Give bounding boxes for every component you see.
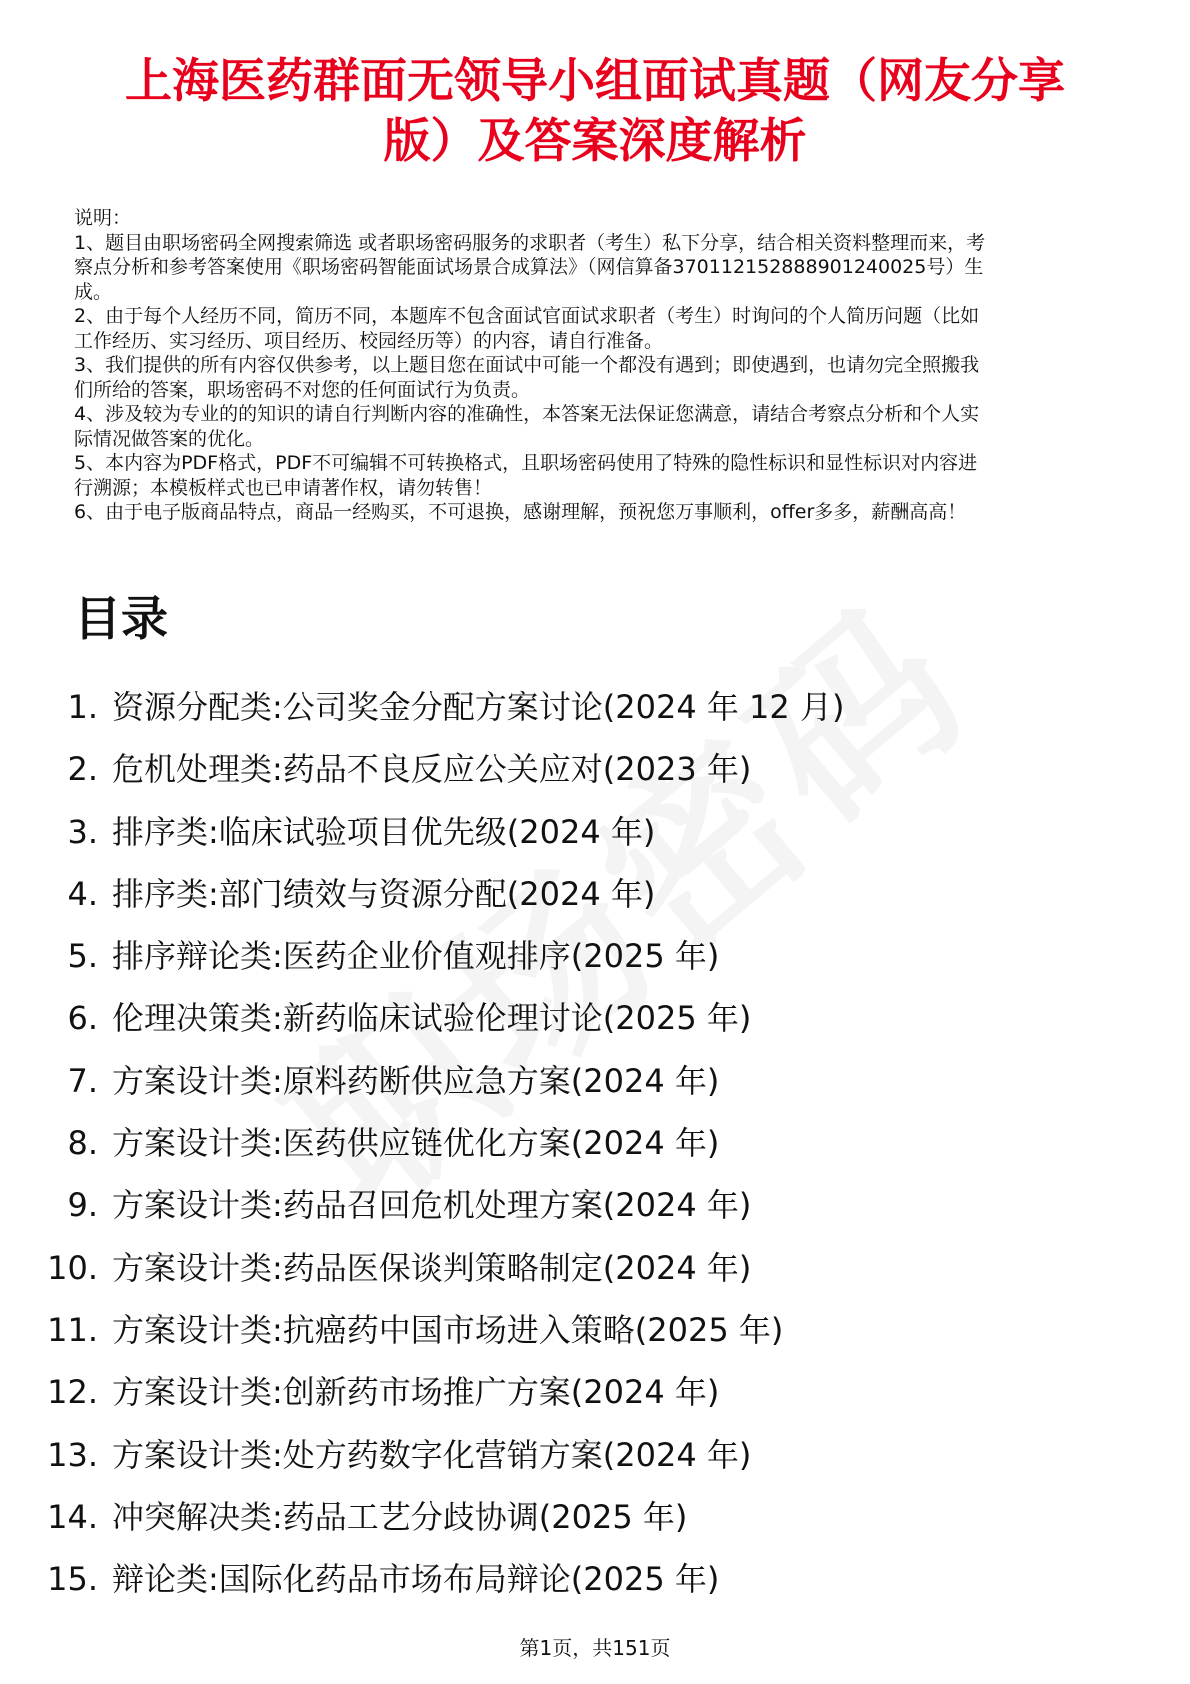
toc-item-number: 3. — [67, 812, 98, 851]
notes-line: 1、题目由职场密码全网搜索筛选 或者职场密码服务的求职者（考生）私下分享，结合相关资料整理而来，考 — [74, 231, 986, 254]
notes-line: 察点分析和参考答案使用《职场密码智能面试场景合成算法》（网信算备370112152888901240025号）生 — [74, 256, 984, 278]
toc-item-number: 6. — [67, 999, 98, 1038]
notes-line: 4、涉及较为专业的的知识的请自行判断内容的准确性，本答案无法保证您满意，请结合考察点分析和个人实 — [74, 403, 980, 425]
notes-heading: 说明： — [74, 207, 132, 229]
notes-line: 成。 — [74, 280, 113, 303]
toc-item-text: 排序辩论类:医药企业价值观排序(2025 年) — [112, 937, 720, 976]
toc-item[interactable] — [0, 810, 1190, 872]
toc-item-text: 方案设计类:处方药数字化营销方案(2024 年) — [112, 1435, 752, 1474]
toc-item-text: 方案设计类:原料药断供应急方案(2024 年) — [112, 1061, 720, 1100]
document-title-line-1: 上海医药群面无领导小组面试真题（网友分享 — [125, 54, 1065, 109]
notes-line: 们所给的答案，职场密码不对您的任何面试行为负责。 — [74, 378, 531, 401]
toc-item-text: 危机处理类:药品不良反应公关应对(2023 年) — [112, 750, 752, 789]
toc-item-number: 9. — [67, 1186, 98, 1225]
toc-item-text: 辩论类:国际化药品市场布局辩论(2025 年) — [112, 1560, 720, 1599]
toc-item-text: 冲突解决类:药品工艺分歧协调(2025 年) — [112, 1497, 688, 1536]
toc-item-number: 2. — [67, 750, 98, 789]
document-title-line-2: 版）及答案深度解析 — [383, 114, 807, 169]
notes-line: 5、本内容为PDF格式，PDF不可编辑不可转换格式，且职场密码使用了特殊的隐性标识和显性标识对内容进 — [74, 452, 978, 474]
toc-item-text: 伦理决策类:新药临床试验伦理讨论(2025 年) — [112, 999, 752, 1038]
toc-item[interactable] — [0, 996, 1190, 1058]
toc-item[interactable] — [0, 1370, 1190, 1432]
toc-item-text: 排序类:部门绩效与资源分配(2024 年) — [112, 874, 656, 913]
notes-line: 6、由于电子版商品特点，商品一经购买，不可退换，感谢理解，预祝您万事顺利，offer多多，薪酬高高！ — [74, 501, 967, 523]
toc-item-text: 资源分配类:公司奖金分配方案讨论(2024 年 12 月) — [112, 688, 845, 726]
toc-item[interactable] — [0, 747, 1190, 809]
document-title — [60, 52, 1130, 172]
toc-item-number: 4. — [67, 874, 98, 913]
toc-item-number: 1. — [67, 688, 98, 726]
toc-item-number: 12. — [47, 1373, 98, 1412]
notes-section — [74, 206, 1124, 525]
notes-line: 2、由于每个人经历不同，简历不同，本题库不包含面试官面试求职者（考生）时询问的个人简历问题（比如 — [74, 305, 980, 327]
toc-item-number: 15. — [47, 1560, 98, 1599]
toc-item[interactable] — [0, 1246, 1190, 1308]
toc-item-text: 排序类:临床试验项目优先级(2024 年) — [112, 812, 656, 851]
notes-line: 工作经历、实习经历、项目经历、校园经历等）的内容，请自行准备。 — [74, 329, 664, 352]
toc-item-text: 方案设计类:药品医保谈判策略制定(2024 年) — [112, 1248, 752, 1287]
toc-item-number: 10. — [47, 1248, 98, 1287]
toc-item[interactable] — [0, 685, 1190, 747]
toc-list — [0, 685, 1190, 1619]
toc-item[interactable] — [0, 872, 1190, 934]
toc-item[interactable] — [0, 1557, 1190, 1619]
toc-heading: 目录 — [74, 592, 168, 647]
toc-item-text: 方案设计类:创新药市场推广方案(2024 年) — [112, 1373, 720, 1412]
toc-item-text: 方案设计类:医药供应链优化方案(2024 年) — [112, 1124, 720, 1163]
toc-item[interactable] — [0, 1059, 1190, 1121]
toc-item[interactable] — [0, 1433, 1190, 1495]
toc-item[interactable] — [0, 1183, 1190, 1245]
toc-item[interactable] — [0, 934, 1190, 996]
toc-item-number: 5. — [67, 937, 98, 976]
toc-item[interactable] — [0, 1121, 1190, 1183]
toc-item-number: 14. — [47, 1497, 98, 1536]
toc-item[interactable] — [0, 1308, 1190, 1370]
toc-item-number: 8. — [67, 1124, 98, 1163]
notes-line: 际情况做答案的优化。 — [74, 427, 265, 450]
toc-item[interactable] — [0, 1495, 1190, 1557]
toc-item-number: 13. — [47, 1435, 98, 1474]
toc-item-text: 方案设计类:抗癌药中国市场进入策略(2025 年) — [112, 1310, 784, 1349]
notes-line: 3、我们提供的所有内容仅供参考，以上题目您在面试中可能一个都没有遇到；即使遇到，也请勿完全照搬我 — [74, 354, 980, 376]
toc-item-number: 11. — [47, 1310, 98, 1349]
notes-line: 行溯源；本模板样式也已申请著作权，请勿转售！ — [74, 476, 493, 499]
toc-item-number: 7. — [67, 1061, 98, 1100]
page-number-footer: 第1页，共151页 — [519, 1636, 671, 1660]
toc-item-text: 方案设计类:药品召回危机处理方案(2024 年) — [112, 1186, 752, 1225]
